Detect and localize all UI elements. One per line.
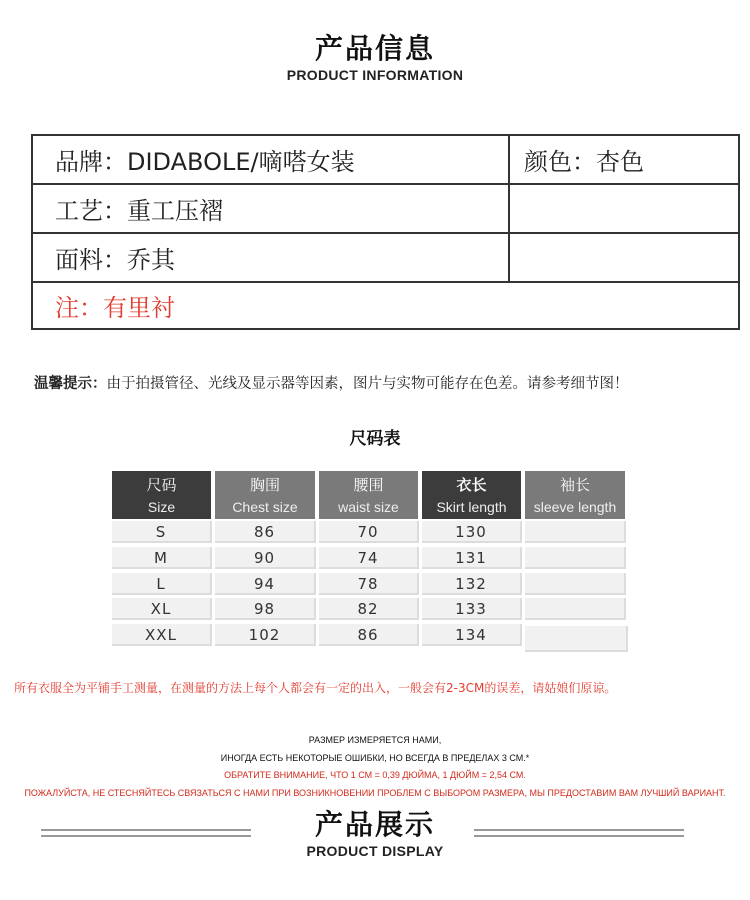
product-info-title-cn: 产品信息 [314,32,435,65]
info-row-note [33,283,738,328]
chest-cell: 98 [215,598,316,620]
size-cell: L [112,573,212,595]
sleeve-cell [525,626,628,652]
notice-text: 由于拍摄管径、光线及显示器等因素，图片与实物可能存在色差。请参考细节图！ [106,376,629,392]
ru-note-line-3: ОБРАТИТЕ ВНИМАНИЕ, ЧТО 1 СМ = 0,39 ДЮЙМА, 1 ДЮЙМ = 2,54 СМ. [224,770,526,780]
header-size [112,471,211,519]
header-sleeve-en: sleeve length [533,499,617,515]
header-size-en: Size [147,499,176,515]
header-sleeve [525,471,625,519]
lining-note-cell: 注：有里衬 [55,294,175,322]
size-cell: XXL [112,624,212,646]
length-cell: 131 [422,547,522,569]
chest-cell: 90 [215,547,316,569]
header-chest [215,471,315,519]
info-row-fabric [33,234,738,283]
chest-cell: 102 [215,624,316,646]
waist-cell: 78 [319,573,419,595]
chest-cell: 86 [215,521,316,543]
header-waist-en: waist size [338,499,399,515]
ru-note-line-4: ПОЖАЛУЙСТА, НЕ СТЕСНЯЙТЕСЬ СВЯЗАТЬСЯ С НАМИ ПРИ ВОЗНИКНОВЕНИИ ПРОБЛЕМ С ВЫБОРОМ РАЗМЕРА, МЫ ПРЕДОСТАВИМ ВАМ ЛУЧШИЙ ВАРИАНТ. [24,788,726,798]
length-cell: 132 [422,573,522,595]
color-notice [34,372,629,393]
product-info-table [31,134,740,330]
header-waist [319,471,418,519]
header-length-en: Skirt length [436,499,507,515]
measurement-note: 所有衣服全为平铺手工测量，在测量的方法上每个人都会有一定的出入，一般会有2-3CM的误差，请姑娘们原谅。 [14,681,617,695]
header-waist-cn: 腰围 [353,476,384,494]
empty-cell [510,185,738,232]
size-cell: XL [112,598,212,620]
size-cell: S [112,521,212,543]
ru-note-line-1: РАЗМЕР ИЗМЕРЯЕТСЯ НАМИ, [308,735,442,745]
header-length-cn: 衣长 [456,476,487,494]
craft-cell: 工艺：重工压褶 [33,185,510,232]
fabric-cell: 面料：乔其 [33,234,510,281]
product-display-title-en: PRODUCT DISPLAY [306,843,444,859]
info-row-brand [33,136,738,185]
size-cell: M [112,547,212,569]
product-info-title-en: PRODUCT INFORMATION [286,67,464,83]
empty-cell [510,234,738,281]
chest-cell: 94 [215,573,316,595]
sleeve-cell [525,598,626,620]
waist-cell: 82 [319,598,419,620]
info-row-craft [33,185,738,234]
header-length [422,471,521,519]
length-cell: 130 [422,521,522,543]
header-chest-cn: 胸围 [249,476,280,494]
product-info-heading [0,32,750,84]
size-chart-title: 尺码表 [349,429,401,449]
length-cell: 133 [422,598,522,620]
product-display-heading [0,808,750,860]
header-size-cn: 尺码 [146,476,177,494]
header-chest-en: Chest size [232,499,298,515]
product-display-title-cn: 产品展示 [314,808,435,841]
sleeve-cell [525,547,626,569]
notice-label: 温馨提示： [34,376,107,392]
length-cell: 134 [422,624,522,646]
sleeve-cell [525,521,626,543]
sleeve-cell [525,573,626,595]
ru-note-line-2: ИНОГДА ЕСТЬ НЕКОТОРЫЕ ОШИБКИ, НО ВСЕГДА В ПРЕДЕЛАХ 3 СМ.* [220,753,530,763]
waist-cell: 70 [319,521,419,543]
color-cell: 颜色：杏色 [524,148,644,176]
waist-cell: 74 [319,547,419,569]
waist-cell: 86 [319,624,419,646]
header-sleeve-cn: 袖长 [559,476,590,494]
brand-cell: 品牌：DIDABOLE/嘀嗒女装 [33,136,510,183]
